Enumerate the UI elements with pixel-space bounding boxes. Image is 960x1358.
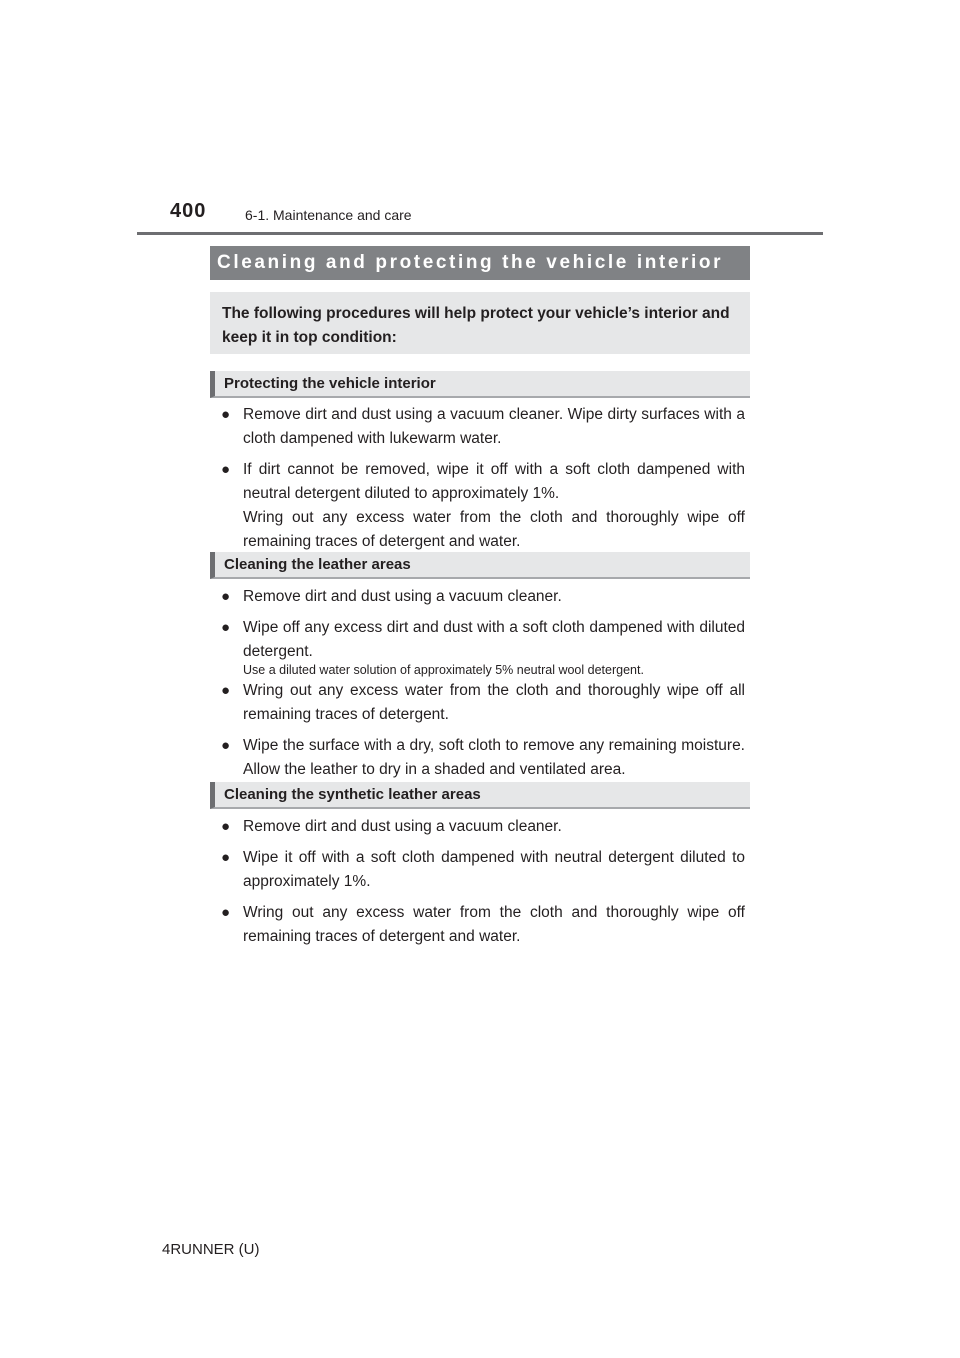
- bullet-icon: ●: [221, 682, 231, 699]
- bullet-icon: ●: [221, 849, 231, 866]
- list-item-text: Wipe it off with a soft cloth dampened with neutral detergent diluted to approximately 1%.: [243, 849, 745, 890]
- bullet-icon: ●: [221, 406, 231, 423]
- list-item: [221, 901, 745, 949]
- list-item-text: Remove dirt and dust using a vacuum cleaner.: [243, 818, 562, 835]
- list-item: [221, 846, 745, 894]
- bullet-icon: ●: [221, 904, 231, 921]
- section-heading-synthetic-leather: Cleaning the synthetic leather areas: [210, 782, 750, 809]
- section-heading-leather: Cleaning the leather areas: [210, 552, 750, 579]
- list-item-text: Remove dirt and dust using a vacuum cleaner.: [243, 588, 562, 605]
- section-reference: 6-1. Maintenance and care: [245, 207, 412, 223]
- list-item-text-main: If dirt cannot be removed, wipe it off with a soft cloth dampened with neutral detergent diluted to approximately 1%.: [243, 461, 745, 502]
- list-item: [221, 616, 745, 664]
- bullet-icon: ●: [221, 737, 231, 754]
- list-item: [221, 679, 745, 727]
- bullet-list-synthetic-leather: [221, 815, 745, 949]
- intro-box: The following procedures will help protect your vehicle’s interior and keep it in top condition:: [210, 292, 750, 354]
- page-title: Cleaning and protecting the vehicle interior: [210, 246, 750, 280]
- bullet-icon: ●: [221, 461, 231, 478]
- list-item: [221, 403, 745, 451]
- list-item: [221, 458, 745, 554]
- bullet-icon: ●: [221, 588, 231, 605]
- list-item-text: Wipe off any excess dirt and dust with a soft cloth dampened with diluted detergent.: [243, 619, 745, 660]
- bullet-icon: ●: [221, 818, 231, 835]
- note-text: Use a diluted water solution of approximately 5% neutral wool detergent.: [243, 663, 644, 677]
- list-item: [221, 734, 745, 782]
- list-item-text-continuation: Wring out any excess water from the cloth and thoroughly wipe off remaining traces of detergent and water.: [243, 509, 745, 550]
- list-item: [221, 815, 745, 839]
- list-item-text: Wipe the surface with a dry, soft cloth to remove any remaining moisture. Allow the leather to dry in a shaded and ventilated area.: [243, 737, 745, 778]
- footer-model: 4RUNNER (U): [162, 1241, 260, 1258]
- bullet-list-leather-b: [221, 679, 745, 782]
- list-item-text: Wring out any excess water from the cloth and thoroughly wipe off all remaining traces of detergent.: [243, 682, 745, 723]
- list-item-text: Wring out any excess water from the cloth and thoroughly wipe off remaining traces of detergent and water.: [243, 904, 745, 945]
- list-item-text: [243, 458, 745, 554]
- page-number: 400: [170, 200, 207, 222]
- list-item: [221, 585, 745, 609]
- header-rule: [137, 232, 823, 235]
- bullet-list-protecting: [221, 403, 745, 554]
- list-item-text: Remove dirt and dust using a vacuum cleaner. Wipe dirty surfaces with a cloth dampened with lukewarm water.: [243, 406, 745, 447]
- bullet-list-leather-a: [221, 585, 745, 664]
- bullet-icon: ●: [221, 619, 231, 636]
- section-heading-protecting: Protecting the vehicle interior: [210, 371, 750, 398]
